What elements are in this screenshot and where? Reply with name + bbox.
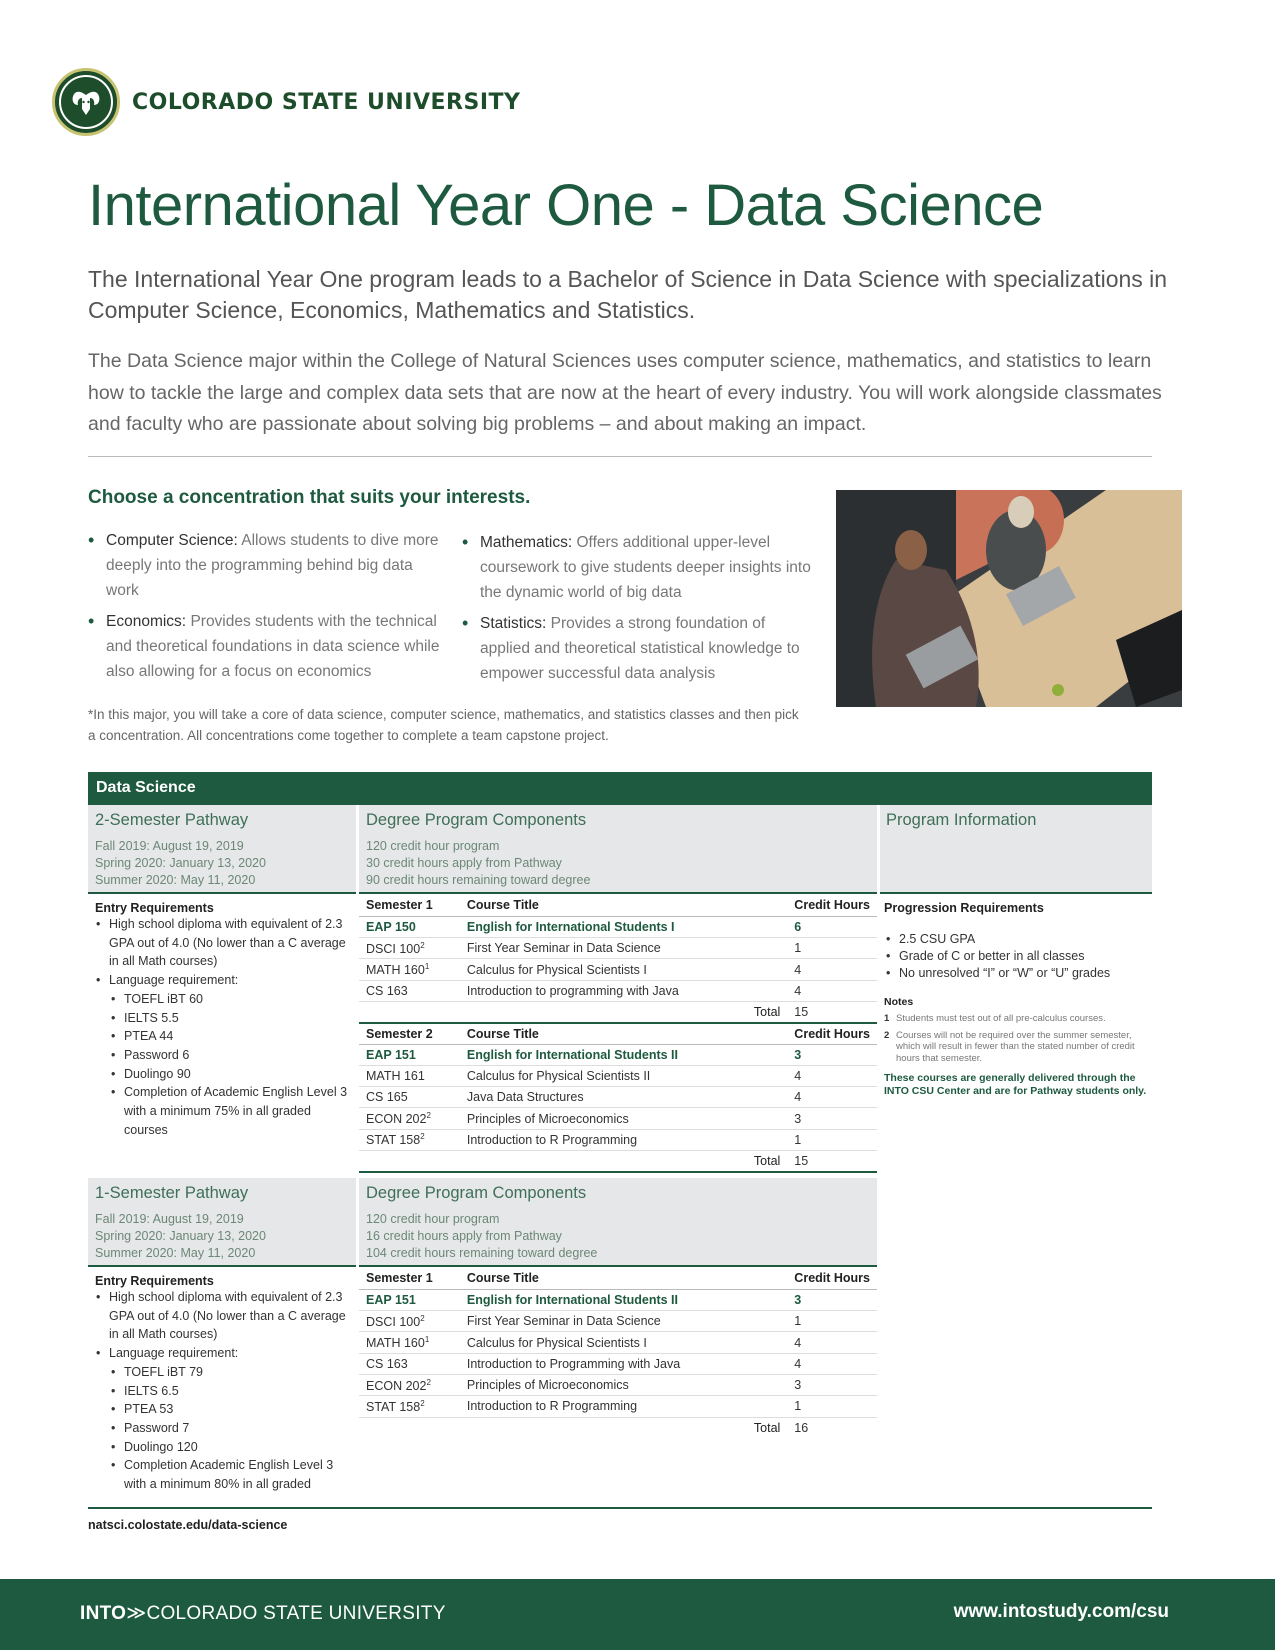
entry-requirements-heading: Entry Requirements bbox=[95, 1274, 214, 1288]
course-code: EAP 151 bbox=[366, 1292, 416, 1307]
course-credits: 4 bbox=[787, 1087, 877, 1108]
semester-header-row bbox=[359, 1268, 877, 1289]
total-credits: 16 bbox=[794, 1420, 809, 1435]
requirement-item: • TOEFL iBT 79 bbox=[95, 1363, 356, 1382]
term-date: Summer 2020: May 11, 2020 bbox=[95, 1246, 256, 1260]
credit-hours-header: Credit Hours bbox=[787, 895, 877, 916]
course-code: EAP 150 bbox=[366, 919, 416, 934]
course-title: English for International Students I bbox=[460, 916, 787, 937]
semester-label: Semester 2 bbox=[359, 1023, 460, 1044]
note-marker: 2 bbox=[426, 1111, 431, 1121]
total-credits: 15 bbox=[787, 1001, 877, 1022]
website-link[interactable]: natsci.colostate.edu/data-science bbox=[88, 1518, 288, 1532]
term-date: Spring 2020: January 13, 2020 bbox=[95, 856, 266, 870]
course-code: STAT 158 bbox=[366, 1133, 421, 1148]
requirement-item: • PTEA 53 bbox=[95, 1400, 356, 1419]
course-table-1-semester bbox=[359, 1268, 877, 1438]
semester-label: Semester 1 bbox=[359, 895, 460, 916]
concentration-text: Provides a strong foundation of applied and theoretical statistical knowledge to empower successful data analysis bbox=[480, 615, 800, 682]
progression-item: • 2.5 CSU GPA bbox=[884, 931, 1152, 948]
concentration-item bbox=[88, 528, 448, 603]
pathway-1-header bbox=[88, 1178, 356, 1267]
course-row bbox=[359, 1129, 877, 1150]
course-row bbox=[359, 980, 877, 1001]
footer-url[interactable]: www.intostudy.com/csu bbox=[953, 1601, 1169, 1622]
requirement-item: • Duolingo 120 bbox=[95, 1438, 356, 1457]
progression-heading: Progression Requirements bbox=[884, 901, 1044, 915]
total-credits: 15 bbox=[787, 1151, 877, 1172]
course-code-cell bbox=[359, 1289, 460, 1310]
ram-head-icon bbox=[69, 85, 103, 119]
divider bbox=[88, 456, 1152, 457]
progression-item: • Grade of C or better in all classes bbox=[884, 948, 1152, 965]
course-code-cell bbox=[359, 959, 460, 980]
requirement-item: • TOEFL iBT 60 bbox=[95, 990, 356, 1009]
requirement-item: • Password 6 bbox=[95, 1046, 356, 1065]
course-row bbox=[359, 1044, 877, 1065]
course-row bbox=[359, 1108, 877, 1129]
degree-components-list bbox=[366, 1211, 870, 1262]
course-title-header: Course Title bbox=[460, 895, 787, 916]
chevron-circle-icon: ≫ bbox=[126, 1603, 147, 1624]
course-credits: 1 bbox=[787, 1311, 877, 1332]
bottom-divider bbox=[88, 1507, 1152, 1509]
course-code-cell bbox=[359, 1396, 460, 1417]
delivery-note: These courses are generally delivered through the INTO CSU Center and are for Pathway students only. bbox=[884, 1072, 1147, 1097]
course-credits: 1 bbox=[787, 1129, 877, 1150]
course-code-cell bbox=[359, 1108, 460, 1129]
course-credits: 3 bbox=[787, 1108, 877, 1129]
note-item bbox=[884, 1013, 1152, 1025]
concentration-label: Statistics: bbox=[480, 615, 547, 632]
requirement-item: • Completion Academic English Level 3 with a minimum 80% in all graded bbox=[95, 1456, 356, 1493]
course-code-cell bbox=[359, 1044, 460, 1065]
pathway-1-dates bbox=[95, 1211, 349, 1262]
course-credits: 4 bbox=[787, 959, 877, 980]
pathway-2-dates bbox=[95, 838, 349, 889]
note-marker: 1 bbox=[424, 961, 430, 971]
course-row bbox=[359, 1353, 877, 1374]
course-code-cell bbox=[359, 1311, 460, 1332]
course-code-cell bbox=[359, 1065, 460, 1086]
component-line: 90 credit hours remaining toward degree bbox=[366, 873, 591, 887]
requirement-item: • High school diploma with equivalent of 2.3 GPA out of 4.0 (No lower than a C average in all Math courses) bbox=[95, 915, 356, 971]
degree-components-heading: Degree Program Components bbox=[366, 1184, 587, 1202]
course-credits: 4 bbox=[787, 1353, 877, 1374]
note-text: Courses will not be required over the summer semester, which will result in fewer than the stated number of credit hours that semester. bbox=[896, 1029, 1135, 1064]
course-row bbox=[359, 1289, 877, 1310]
course-code-cell bbox=[359, 1374, 460, 1395]
course-title: Principles of Microeconomics bbox=[460, 1108, 787, 1129]
note-item bbox=[884, 1030, 1152, 1065]
total-row bbox=[359, 1151, 877, 1172]
term-date: Spring 2020: January 13, 2020 bbox=[95, 1229, 266, 1243]
note-marker: 2 bbox=[420, 1398, 425, 1408]
semester-header-row bbox=[359, 895, 877, 916]
ram-seal-icon bbox=[52, 68, 120, 136]
term-date: Fall 2019: August 19, 2019 bbox=[95, 1212, 244, 1226]
course-credits: 3 bbox=[787, 1044, 877, 1065]
course-row bbox=[359, 1065, 877, 1086]
requirement-item: • Completion of Academic English Level 3 with a minimum 75% in all graded courses bbox=[95, 1083, 356, 1139]
course-credits: 1 bbox=[787, 938, 877, 959]
course-title: English for International Students II bbox=[460, 1289, 787, 1310]
note-marker: 1 bbox=[424, 1334, 430, 1344]
course-title-header: Course Title bbox=[460, 1023, 787, 1044]
requirement-item: • Language requirement: bbox=[95, 971, 356, 990]
notes-heading: Notes bbox=[884, 996, 914, 1008]
course-row bbox=[359, 1332, 877, 1353]
university-header bbox=[52, 68, 520, 136]
entry-requirements-heading: Entry Requirements bbox=[95, 901, 214, 915]
concentration-footnote: *In this major, you will take a core of data science, computer science, mathematics, and statistics classes and then pick a concentration. All concentrations come together to complete a team capstone project. bbox=[88, 707, 799, 743]
pathway-1-heading: 1-Semester Pathway bbox=[95, 1184, 249, 1202]
body-paragraph: The Data Science major within the College of Natural Sciences uses computer science, mathematics, and statistics to learn how to tackle the large and complex data sets that are now at the heart of every industry. You will work alongside classmates and faculty who are passionate about solving big problems – and about making an impact. bbox=[88, 350, 1162, 435]
total-label: Total bbox=[460, 1001, 787, 1022]
requirement-item: • Language requirement: bbox=[95, 1344, 356, 1363]
requirement-item: • PTEA 44 bbox=[95, 1027, 356, 1046]
course-code-cell bbox=[359, 1087, 460, 1108]
table-title: Data Science bbox=[88, 772, 1152, 805]
requirement-item: • High school diploma with equivalent of 2.3 GPA out of 4.0 (No lower than a C average in all Math courses) bbox=[95, 1288, 356, 1344]
course-code-cell bbox=[359, 1129, 460, 1150]
degree-components-1 bbox=[359, 1178, 877, 1267]
course-code: STAT 158 bbox=[366, 1400, 421, 1414]
course-title: English for International Students II bbox=[460, 1044, 787, 1065]
note-marker: 2 bbox=[420, 940, 425, 950]
note-number: 2 bbox=[884, 1029, 890, 1041]
concentration-list-left bbox=[88, 528, 448, 690]
concentration-label: Economics: bbox=[106, 613, 187, 630]
concentration-heading: Choose a concentration that suits your interests. bbox=[88, 487, 531, 508]
degree-components-list bbox=[366, 838, 870, 889]
lead-paragraph: The International Year One program leads to a Bachelor of Science in Data Science with specializations in Computer Science, Economics, Mathematics and Statistics. bbox=[88, 266, 1168, 323]
degree-components-heading: Degree Program Components bbox=[366, 811, 587, 829]
total-row bbox=[359, 1417, 877, 1438]
course-code-cell bbox=[359, 1332, 460, 1353]
total-label: Total bbox=[753, 1420, 781, 1435]
course-row bbox=[359, 959, 877, 980]
term-date: Fall 2019: August 19, 2019 bbox=[95, 839, 244, 853]
course-code: EAP 151 bbox=[366, 1047, 416, 1062]
course-title: Introduction to Programming with Java bbox=[460, 1353, 787, 1374]
course-code-cell bbox=[359, 916, 460, 937]
progression-panel bbox=[880, 897, 1152, 1097]
course-code: DSCI 100 bbox=[366, 1314, 421, 1329]
course-credits: 3 bbox=[787, 1374, 877, 1395]
credit-hours-header: Credit Hours bbox=[787, 1268, 877, 1289]
course-row bbox=[359, 1087, 877, 1108]
empty-cell bbox=[359, 1151, 460, 1172]
footer-brand bbox=[80, 1602, 446, 1625]
requirement-item: • Password 7 bbox=[95, 1419, 356, 1438]
course-row bbox=[359, 1311, 877, 1332]
term-date: Summer 2020: May 11, 2020 bbox=[95, 873, 256, 887]
course-title: First Year Seminar in Data Science bbox=[460, 938, 787, 959]
concentration-list-right bbox=[462, 530, 817, 692]
course-credits: 6 bbox=[787, 916, 877, 937]
course-title: Introduction to programming with Java bbox=[460, 980, 787, 1001]
course-code: CS 165 bbox=[366, 1090, 408, 1105]
course-credits: 4 bbox=[787, 1332, 877, 1353]
course-table-2-semester bbox=[359, 895, 877, 1173]
course-code: DSCI 100 bbox=[366, 941, 421, 956]
pathway-2-heading: 2-Semester Pathway bbox=[95, 811, 249, 829]
total-row bbox=[359, 1001, 877, 1022]
note-marker: 2 bbox=[426, 1377, 431, 1387]
course-code: ECON 202 bbox=[366, 1112, 427, 1127]
course-row bbox=[359, 938, 877, 959]
empty-cell bbox=[359, 1001, 460, 1022]
entry-requirements-2 bbox=[88, 897, 356, 1139]
component-line: 104 credit hours remaining toward degree bbox=[366, 1246, 598, 1260]
course-title: Calculus for Physical Scientists I bbox=[460, 959, 787, 980]
footer-bar bbox=[0, 1579, 1275, 1650]
course-code: CS 163 bbox=[366, 983, 408, 998]
note-text: Students must test out of all pre-calculus courses. bbox=[896, 1013, 1106, 1024]
footer-university: COLORADO STATE UNIVERSITY bbox=[146, 1603, 446, 1624]
concentration-label: Computer Science: bbox=[106, 532, 238, 549]
concentration-text: Allows students to dive more deeply into the programming behind big data work bbox=[106, 532, 439, 599]
entry-requirements-1 bbox=[88, 1270, 356, 1494]
course-credits: 4 bbox=[787, 980, 877, 1001]
pathway-2-header bbox=[88, 805, 356, 894]
concentration-item bbox=[462, 611, 817, 686]
university-name: COLORADO STATE UNIVERSITY bbox=[132, 89, 521, 115]
concentration-text: Provides students with the technical and theoretical foundations in data science while also allowing for a focus on economics bbox=[106, 613, 440, 680]
course-code: CS 163 bbox=[366, 1356, 408, 1371]
requirement-item: • Duolingo 90 bbox=[95, 1065, 356, 1084]
progression-item: • No unresolved “I” or “W” or “U” grades bbox=[884, 965, 1152, 982]
credit-hours-header: Credit Hours bbox=[787, 1023, 877, 1044]
component-line: 120 credit hour program bbox=[366, 1212, 500, 1226]
course-title: Calculus for Physical Scientists II bbox=[460, 1065, 787, 1086]
course-code: MATH 160 bbox=[366, 963, 425, 978]
note-marker: 2 bbox=[420, 1132, 425, 1142]
concentration-item bbox=[462, 530, 817, 605]
course-title-header: Course Title bbox=[460, 1268, 787, 1289]
course-title: Calculus for Physical Scientists I bbox=[460, 1332, 787, 1353]
semester-label: Semester 1 bbox=[359, 1268, 460, 1289]
course-code: ECON 202 bbox=[366, 1378, 427, 1393]
concentration-label: Mathematics: bbox=[480, 534, 573, 551]
empty-cell bbox=[359, 1417, 460, 1438]
course-code-cell bbox=[359, 938, 460, 959]
course-title: First Year Seminar in Data Science bbox=[460, 1311, 787, 1332]
total-label: Total bbox=[460, 1151, 787, 1172]
course-title: Principles of Microeconomics bbox=[460, 1374, 787, 1395]
course-code-cell bbox=[359, 980, 460, 1001]
program-information-header bbox=[880, 805, 1152, 894]
requirement-item: • IELTS 6.5 bbox=[95, 1382, 356, 1401]
course-credits: 3 bbox=[787, 1289, 877, 1310]
component-line: 120 credit hour program bbox=[366, 839, 500, 853]
course-title: Introduction to R Programming bbox=[460, 1396, 787, 1417]
component-line: 16 credit hours apply from Pathway bbox=[366, 1229, 562, 1243]
concentration-text: Offers additional upper-level coursework to give students deeper insights into the dynamic world of big data bbox=[480, 534, 811, 601]
note-number: 1 bbox=[884, 1013, 890, 1024]
course-code: MATH 161 bbox=[366, 1069, 425, 1084]
semester-header-row bbox=[359, 1023, 877, 1044]
degree-components-2 bbox=[359, 805, 877, 894]
concentration-item bbox=[88, 609, 448, 684]
page-title: International Year One - Data Science bbox=[88, 173, 1044, 238]
course-credits: 4 bbox=[787, 1065, 877, 1086]
course-row bbox=[359, 916, 877, 937]
note-marker: 2 bbox=[420, 1313, 425, 1323]
course-row bbox=[359, 1374, 877, 1395]
course-credits: 1 bbox=[787, 1396, 877, 1417]
students-photo bbox=[836, 490, 1182, 707]
into-wordmark: INTO bbox=[80, 1603, 127, 1624]
requirement-item: • IELTS 5.5 bbox=[95, 1009, 356, 1028]
course-title: Introduction to R Programming bbox=[460, 1129, 787, 1150]
course-code-cell bbox=[359, 1353, 460, 1374]
program-information-heading: Program Information bbox=[886, 811, 1037, 829]
course-code: MATH 160 bbox=[366, 1336, 425, 1351]
course-row bbox=[359, 1396, 877, 1417]
course-title: Java Data Structures bbox=[460, 1087, 787, 1108]
component-line: 30 credit hours apply from Pathway bbox=[366, 856, 562, 870]
